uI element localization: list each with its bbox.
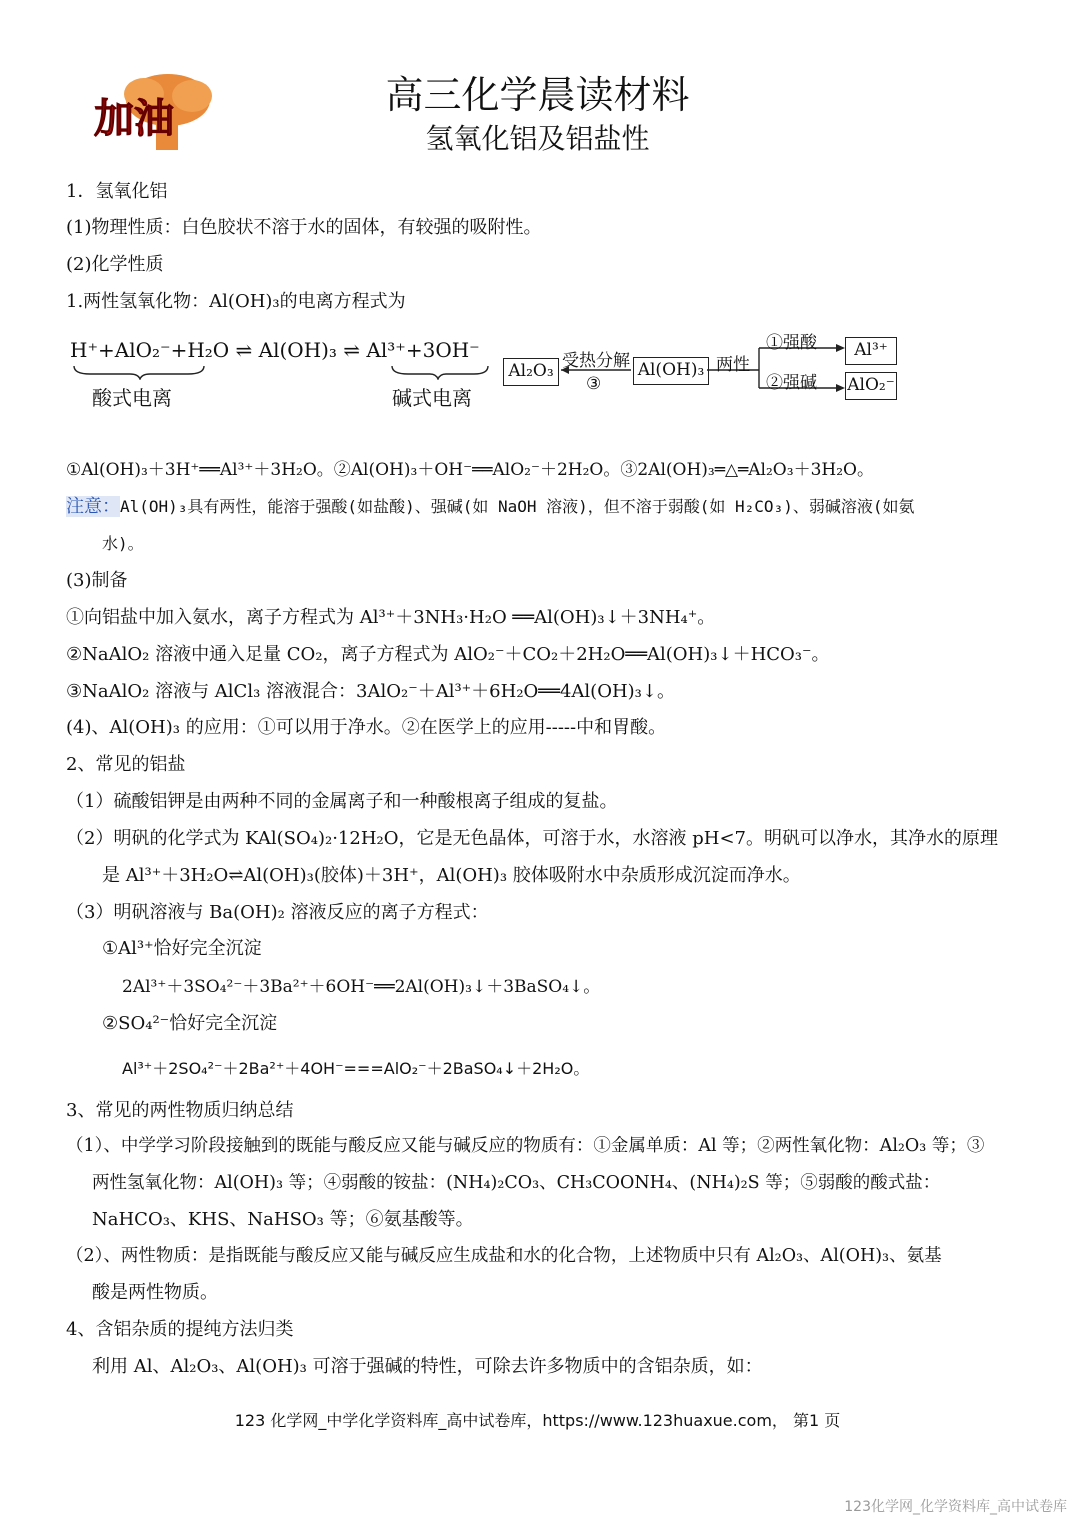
note-label: 注意： [66, 496, 120, 517]
section-heading-2: 2、常见的铝盐 [66, 754, 186, 775]
box-al3: Al³⁺ [845, 337, 897, 365]
svg-text:加油: 加油 [94, 96, 174, 142]
preparation-1: ①向铝盐中加入氨水，离子方程式为 Al³⁺＋3NH₃·H₂O ══Al(OH)₃↓＋3NH₄⁺。 [66, 607, 716, 628]
strong-base-label: ②强碱 [766, 373, 817, 393]
section-heading-3: 3、常见的两性物质归纳总结 [66, 1100, 294, 1121]
preparation-2: ②NaAlO₂ 溶液中通入足量 CO₂，离子方程式为 AlO₂⁻＋CO₂＋2H₂O══Al(OH)₃↓＋HCO₃⁻。 [66, 644, 830, 665]
amphoteric-definition-1: （2）、两性物质：是指既能与酸反应又能与碱反应生成盐和水的化合物，上述物质中只有 Al₂O₃、Al(OH)₃、氨基 [66, 1246, 942, 1266]
note-line [66, 495, 914, 519]
case-2-heading: ②SO₄²⁻恰好完全沉淀 [102, 1013, 278, 1034]
section-heading-1: 1．氢氧化铝 [66, 181, 168, 202]
base-ionization-label: 碱式电离 [392, 386, 472, 410]
preparation-heading: (3)制备 [66, 570, 128, 591]
page-title: 高三化学晨读材料 [385, 73, 690, 117]
case-1-equation: 2Al³⁺＋3SO₄²⁻＋3Ba²⁺＋6OH⁻══2Al(OH)₃↓＋3BaSO₄↓。 [122, 977, 601, 997]
note-text: Al(OH)₃具有两性，能溶于强酸(如盐酸)、强碱(如 NaOH 溶液)，但不溶于弱酸(如 H₂CO₃)、弱碱溶液(如氨 [120, 497, 915, 516]
alum-salt-line: （1）硫酸铝钾是由两种不同的金属离子和一种酸根离子组成的复盐。 [66, 791, 618, 812]
reactions-line: ①Al(OH)₃＋3H⁺══Al³⁺＋3H₂O。②Al(OH)₃＋OH⁻══AlO₂⁻＋2H₂O。③2Al(OH)₃═△═Al₂O₃＋3H₂O。 [66, 460, 874, 480]
box-al2o3: Al₂O₃ [503, 358, 559, 386]
purification-line: 利用 Al、Al₂O₃、Al(OH)₃ 可溶于强碱的特性，可除去许多物质中的含铝杂质，如： [92, 1356, 763, 1377]
amphoteric-definition-2: 酸是两性物质。 [92, 1282, 218, 1303]
case-2-equation: Al³⁺＋2SO₄²⁻＋2Ba²⁺＋4OH⁻===AlO₂⁻＋2BaSO₄↓＋2H₂O。 [122, 1059, 590, 1078]
note-continuation: 水)。 [102, 534, 144, 553]
preparation-3: ③NaAlO₂ 溶液与 AlCl₃ 溶液混合：3AlO₂⁻＋Al³⁺＋6H₂O══4Al(OH)₃↓。 [66, 681, 675, 702]
acid-ionization-label: 酸式电离 [92, 386, 172, 410]
heat-number: ③ [586, 374, 602, 394]
amphoteric-summary-2: 两性氢氧化物：Al(OH)₃ 等；④弱酸的铵盐：(NH₄)₂CO₃、CH₃COONH₄、(NH₄)₂S 等；⑤弱酸的酸式盐： [92, 1173, 941, 1193]
alum-baoh2-heading: （3）明矾溶液与 Ba(OH)₂ 溶液反应的离子方程式： [66, 902, 489, 923]
page-subtitle: 氢氧化铝及铝盐性 [425, 122, 650, 155]
ionization-diagram [70, 338, 500, 410]
box-alo2: AlO₂⁻ [845, 372, 897, 400]
heat-decomposition-label: 受热分解 [562, 351, 630, 371]
strong-acid-label: ①强酸 [766, 333, 817, 353]
amphoteric-label: 两性 [716, 355, 750, 375]
amphoteric-summary-3: NaHCO₃、KHS、NaHSO₃ 等；⑥氨基酸等。 [92, 1209, 474, 1230]
alum-hydrolysis-line: 是 Al³⁺＋3H₂O⇌Al(OH)₃(胶体)＋3H⁺，Al(OH)₃ 胶体吸附水中杂质形成沉淀而净水。 [102, 865, 801, 886]
section-heading-4: 4、含铝杂质的提纯方法归类 [66, 1319, 294, 1340]
ionization-equation: H⁺+AlO₂⁻+H₂O ⇌ Al(OH)₃ ⇌ Al³⁺+3OH⁻ [70, 338, 480, 362]
brace-lines [70, 364, 500, 380]
alum-formula-line: （2）明矾的化学式为 KAl(SO₄)₂·12H₂O，它是无色晶体，可溶于水，水溶液 pH<7。明矾可以净水，其净水的原理 [66, 828, 998, 849]
amphoteric-hydroxide-line: 1.两性氢氧化物：Al(OH)₃的电离方程式为 [66, 291, 406, 312]
physical-property-line: (1)物理性质：白色胶状不溶于水的固体，有较强的吸附性。 [66, 217, 542, 238]
page-footer: 123 化学网_中学化学资料库_高中试卷库，https://www.123huaxue.com， 第1 页 [234, 1411, 841, 1430]
chemical-property-heading: (2)化学性质 [66, 254, 164, 275]
case-1-heading: ①Al³⁺恰好完全沉淀 [102, 938, 262, 959]
application-line: (4)、Al(OH)₃ 的应用：①可以用于净水。②在医学上的应用-----中和胃酸。 [66, 717, 667, 738]
watermark: 123化学网_化学资料库_高中试卷库 [844, 1499, 1067, 1515]
box-aloh3: Al(OH)₃ [633, 357, 709, 385]
amphoteric-summary-1: （1）、中学学习阶段接触到的既能与酸反应又能与碱反应的物质有：①金属单质：Al 等；②两性氧化物：Al₂O₃ 等；③ [66, 1136, 985, 1156]
